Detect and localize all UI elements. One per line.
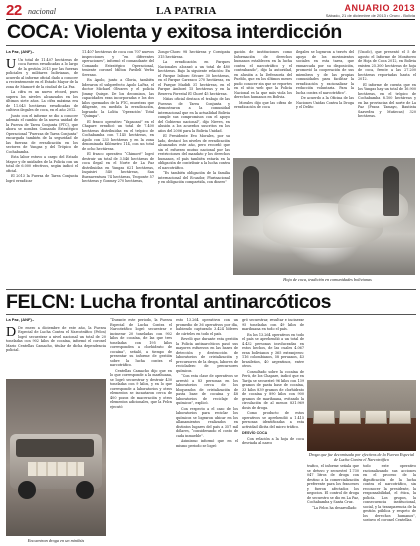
page-header (6, 3, 415, 20)
article2-paragraph: Con relación a la hoja de coca desviada al narco (242, 436, 304, 445)
article1-col1 (6, 50, 78, 290)
article1-paragraph: Esta labor estuvo a cargo del Estado Mayor y de unidades de la Policía con un total de 6.000 efectivos, según indicó el oficial. (6, 155, 78, 173)
article1-headline: COCA: Violenta y exitosa interdicción (6, 23, 415, 46)
dropcap: U (6, 56, 17, 72)
article2-paragraph: Con respecto a el caso de los laboratorios para reciclar los químicos se lograron ubicar en los allanamientos realizados en distintos lugares del país a 357 mil dólares, “considerando el costo de cada inmueble”. (176, 406, 238, 438)
article1-paragraph: De acuerdo a la Oficina de las Naciones Unidas Contra la Droga y el Delito (296, 96, 354, 109)
article1-paragraph: U Un total de 11.407 hectáreas de coca fueron erradicadas a lo largo de la gestión 2013 por las fuerzas policiales y militares bolivianas, de acuerdo al informe oficial dado a conocer a recientemente en el Estado Mayor de la zona de Mamoré de la ciudad de La Paz. (6, 56, 78, 89)
article2-paragraph: Reveló que durante esta gestión la Policía antinarcóticos pasó sus mayores esfuerzos en las bases de detección y destrucción de laboratorios de cristalización y precursores de la droga, labores de recicladero de precursores químicos. (176, 337, 238, 373)
seized-drugs-photo (307, 380, 416, 451)
article1-paragraph: “Es también obligación de la familia internacional del Ecuador, Plurinacional y en obligación compartida, con dinero” (158, 171, 230, 184)
article1-paragraph: (Unodc), que presentó el 5 de agosto el Informe de Monitoreo de Hoja de Coca 2012, en Bolivia existen 25.300 hectáreas de hoja de coca, frente a las 27.200 hectáreas reportadas hasta el 2012. (358, 50, 416, 81)
person-figure (383, 166, 399, 216)
article1-paragraph: En Apolo, junto a Gloria, también lideraron el subprefecto Apolo LaPaz, el doctor Michael Olivares y el policía Jimmy Quispe. De los decomisos, las capacidades eran incorporadas e los dos kilos quemados de la FTC, muestras que diligente, en medida la erradicación, logrando la Lolita ‘Operación’ Total “Quimpa”. (82, 78, 154, 118)
article2-paragraph: “La Felcn ha desarrollado (312, 505, 357, 510)
article1-paragraph: ilegales se lograron a través del apoyo de los movimientos sociales en esta tarea, que enmarcada por su disposición, promovió la cooperación de sus miembros y de las propias comunidades para facilitar la erradicación y racionalizar la reducción voluntaria. Para la lucha contra el narcotráfico”. (296, 50, 354, 95)
wheel (76, 481, 94, 499)
headline-rule (6, 314, 416, 315)
article1-paragraph: El 2013 la Fuerza de Tarea Conjunta logró erradicar (6, 174, 78, 183)
subhead: DESVÍO COCA (242, 431, 268, 435)
masthead: LA PATRIA (156, 5, 217, 17)
section-name: nacional (28, 7, 56, 16)
article2-paragraph: En los 13.264 operativos en todo el país se aprehendió a un total de 4.432 personas involucradas en estos hechos, de las cuales 4.067 eran bolivianos y 365 extranjeros: 116 colombianos, 58 peruanos, 43 brasileños, 40 argentinos, entre otros. (242, 332, 304, 368)
article1-paragraph: Zongo-Choro 98 hectáreas y Coroipata 315 hectáreas. (158, 50, 230, 59)
photo-caption: Encuentran droga en un minibús (27, 538, 85, 543)
section-divider (6, 289, 416, 290)
page-number: 22 (6, 2, 22, 19)
article2-paragraph: “Durante este periodo, la Fuerza Especial de Lucha Contra el Narcotráfico logró secuestrar e incinerar 20 toneladas con 902 kilos de cocaína, de las que tres toneladas con 195 kilos corresponden a clorhidrato de cocaína”, señaló, a tiempo de presentar su informe de gestión sobre la lucha contra el narcotráfico. (110, 318, 172, 367)
dateline: Sábado, 21 de diciembre de 2013 • Oruro - Bolivia (325, 13, 415, 18)
article2-col6 (363, 464, 416, 544)
article1-paragraph: gación de instituciones como Información de derechos humanos establecen en la lucha contra el narcotráfico y el contrabando”, dijo la autoridad, en alusión a la Defensoría del Pueblo, que en los últimos meses pudo conocer sin que se reportes en el sitio web que la Policía Nacional es la que más viola los derechos humanos en Bolivia. (234, 50, 292, 99)
drug-package (365, 410, 387, 424)
article2-paragraph: trafico, el informe señala que se detuvo y secuestró 1.730 047 litros de droga con destino a la comercialización preferente para los franceses y fueron afectados los negocios. El control de droga de secuestro se dio en La Paz, Cochabamba y Santa Cruz. (307, 464, 359, 504)
coca-leaves-photo (233, 158, 415, 275)
article2-paragraph: Como producto de estos operativos se aprehendió a 1.415 personas identificadas a esta actividad ilícita del micro tráfico. (242, 411, 304, 429)
article2-paragraph: D De enero a diciembre de este año, la Fuerza Especial de Lucha Contra el Narcotráfico (Felcn) logró secuestrar a nivel nacional un total de 20 toneladas con 902 kilos de cocaína, informó el coronel Mario Centellas Camacho, titular de dicha dependencia policial. (6, 324, 106, 352)
article1-col2 (82, 50, 154, 290)
article1-byline: La Paz, (ANF).- (6, 50, 35, 54)
article1-paragraph: Junto con el informe se dio a conocer además el cambio de la nueva unidad de la Fuerza de Tarea Conjunta (FTC), que ahora se nombra Comando Estratégico Operacional “Fuerzas de Tarea Conjunta” encargada también de la seguridad de las fuerzas de erradicación en los sectores de Yungas y del Trópico de Cochabamba. (6, 113, 78, 154)
drug-packages (28, 462, 84, 476)
article2-paragraph: Asimismo informó que en el mismo periodo se logró (176, 439, 238, 448)
article1-col3 (158, 50, 230, 290)
article1-paragraph: El frasco operativo “Yapacaní” en el Chapare erradicó un total de 7.400 hectáreas distribuidas en el trópico de Cochabamba con 7.145 hectáreas, en Apolo con 233 hectáreas y en la zona denominada Kilómetro 114, con un total de ocho hectáreas. (82, 119, 154, 151)
article1-paragraph: La cifra es un nuevo récord, pues supera los niveles alcanzados en los últimos siete años. La cifra máxima era de 11.043 hectáreas erradicadas de cultivos ilegales de coca, en el año 2012. (6, 90, 78, 112)
minibus-drugs-photo (6, 379, 106, 536)
article1-col6 (358, 50, 416, 155)
dropcap: D (6, 324, 17, 340)
article1-paragraph: La erradicación en Parques Nacionales alcanzó a un total de 480 hectáreas. Bajo la siguiente relación: En el Parque Isiboro Sécure 30 hectáreas, en el Parque Carrasco 270 hectáreas, en el Parque Madidi 31 hectáreas, en el Parque Amboró 15 hectáreas y en la Reserva Forestal El Choré 45 hectáreas. (158, 60, 230, 96)
article1-col5 (296, 50, 354, 155)
article2-paragraph: todo este operativo racionalizando sus acciones en el proceso de la dignificación de la lucha contra el narcotráfico, sin reconocer la presidente, la responsabilidad, el ética, la policía. Los grupos, la consecuencia institucional, social, y la transparencia de la gestión pública y respeto de los derechos humanos”, sostuvo el coronel Centellas. (363, 464, 416, 522)
year-name: ANUARIO 2013 (344, 3, 415, 13)
drug-package (313, 410, 335, 424)
minibus-window (16, 439, 94, 457)
photo-caption: Hoja de coca, tradición en comunidades bolivianas (283, 277, 372, 282)
article2-paragraph: Centellas Camacho dijo que en lo que corresponde a la marihuana, se logró secuestrar y destruir 430 toneladas con 9 kilos, y en lo que corresponde a laboratorios y otros elementos se incautaron cerca de 400 pozos de maceración y otros elementos adicionales, que la Felcn ejecutó (110, 368, 172, 409)
wheel (18, 481, 36, 499)
article2-paragraph: esto 13.264 operativos con un promedio de 36 operativos por día, habiendo capturado 3.424 líderes de cárteles en todo el país. (176, 318, 238, 336)
article2-col3 (176, 318, 238, 540)
article1-col4 (234, 50, 292, 155)
article1-paragraph: Morales dijo que las cifras de erradicación de coca (234, 100, 292, 109)
article2-col2 (110, 318, 172, 540)
person-figure (243, 166, 259, 216)
article2-paragraph: gró secuestrar, resultar e incinerar 95 toneladas con 49 kilos de marihuana en todo el país. (242, 318, 304, 331)
article1-paragraph: El Presidente Evo Morales, por su lado, destacó los niveles de erradicación alcanzados este año, pero recordó que sin el esfuerzo mutuo nacional por las restricciones del mandato y los derechos humanos, el país también estaría en la obligación de contribuir a la lucha contra el narcotráfico. (158, 134, 230, 170)
article2-col5 (307, 464, 359, 544)
article2-col1 (6, 318, 106, 376)
article1-paragraph: Niñas oficial destaca el trabajo de las Fuerzas de Tarea Conjunta y demostraron a la comunidad internacional que en la actualidad Bolivia cumple sus compromisos con el apoyo del Gobierno nacional”, dijo Nieves, en alusión a los acuerdos suscritos en los años del 2006 para la Bolivia Unidad. (158, 97, 230, 133)
article2-headline: FELCN: Lucha frontal antinarcóticos (6, 291, 332, 313)
article2-paragraph: Consultado sobre la cocaína de Perú, de los Chapare, indicó que en Tarija se secuestró 96 kilos con 139 gramos de pasta base de cocaína, 33 kilos 839 gramos de clorhidrato de cocaína y 890 kilos con 900 gramos de marihuana, evitando la circulación de al menos 831.969 dosis de droga. (242, 369, 304, 410)
article1-paragraph: El informe de cuenta que en los Yungas hay un total de 16.900 hectáreas, en el trópico de Cochabamba 8.100 hectáreas y en las provincias del norte de La Paz (Franz Tamayo, Bautista Saavedra y Muñecas) 320 hectáreas. (358, 82, 416, 118)
article2-col4 (242, 318, 304, 540)
article2-paragraph: “Con esta clase de operativos se arrestó a 83 personas en los laboratorios cerca de los bloqueados de cristalización de pasta base de cocaína y 48 laboratorios de reciclaje de químicos”, explicó. (176, 374, 238, 405)
article2-byline: La Paz, (ANF).- (6, 318, 35, 322)
drug-package (389, 410, 411, 424)
photo-caption: Droga que fue decomisada por efectivos de la Fuerza Especial de Lucha Contra el Narcotráfico (308, 452, 415, 462)
article1-paragraph: 11.407 hectáreas de coca con 707 nuevos inspecciones y “en diferentes operaciones”, informó el comandante del Comando Estratégico Operacional, teniente coronel Milton Pavilelí Yerba Serrano. (82, 50, 154, 77)
drug-package (339, 410, 361, 424)
article1-paragraph: El frasco operativo “Chimoré” logró destruir un total de 3.546 hectáreas de coca ilegal en el Norte de La Paz distribuidas en Yungas 621 hectáreas, Inquisivi 540 hectáreas, San Buenaventura 74 hectáreas, Teoponte 57 hectáreas y Gosmey 270 hectáreas, (82, 152, 154, 183)
